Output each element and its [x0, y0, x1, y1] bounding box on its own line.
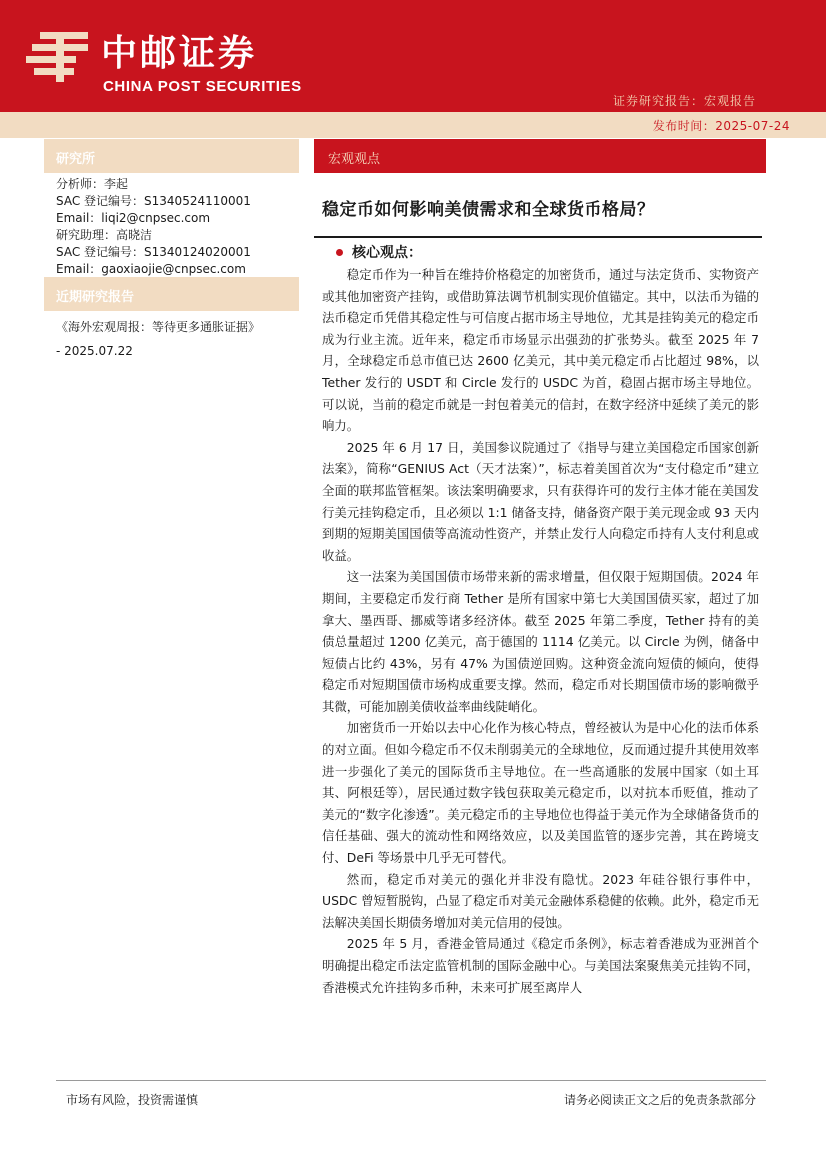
paragraph: 然而，稳定币对美元的强化并非没有隐忧。2023 年硅谷银行事件中，USDC 曾短暂脱钩，凸显了稳定币对美元金融体系稳健的依赖。此外，稳定币无法解决美国长期债务增加对美元信用的侵蚀。: [322, 871, 759, 930]
assistant-email[interactable]: Email：gaoxiaojie@cnpsec.com: [56, 262, 246, 276]
core-viewpoint-label: 核心观点：: [352, 245, 422, 261]
topic-label: 宏观观点: [328, 152, 381, 167]
paragraph: 2025 年 6 月 17 日，美国参议院通过了《指导与建立美国稳定币国家创新法案》，简称“GENIUS Act（天才法案）”，标志着美国首次为“支付稳定币”建立全面的联邦监管框架。该法案明确要求，只有获得许可的发行主体才能在美国发行美元挂钩稳定币，且必须以 1:1 储备支持，储备资产限于美元现金或 93 天内到期的短期美国国债等高流动性资产，并禁止发行人向稳定币持有人支付利息或收益。: [322, 439, 759, 563]
paragraph: 2025 年 5 月，香港金管局通过《稳定币条例》，标志着香港成为亚洲首个明确提出稳定币法定监管机制的国际金融中心。与美国法案聚焦美元挂钩不同，香港模式允许挂钩多币种，未来可扩展至离岸人: [322, 936, 759, 995]
paragraph: 加密货币一开始以去中心化作为核心特点，曾经被认为是中心化的法币体系的对立面。但如今稳定币不仅未削弱美元的全球地位，反而通过提升其使用效率进一步强化了美元的国际货币主导地位。在一些高通胀的发展中国家（如土耳其、阿根廷等），居民通过数字钱包获取美元稳定币，以对抗本币贬值，推动了美元的“数字化渗透”。美元稳定币的主导地位也得益于美元作为全球储备货币的信任基础、强大的流动性和网络效应，以及美国监管的逐步完善，其在跨境支付、DeFi 等场景中几乎无可替代。: [322, 720, 759, 866]
analyst-email[interactable]: Email：liqi2@cnpsec.com: [56, 211, 211, 225]
analyst-sac-number: SAC 登记编号：S1340524110001: [56, 194, 251, 208]
institute-label: 研究所: [56, 152, 96, 167]
brand-name-cn: 中邮证券: [101, 33, 258, 74]
recent-report-title[interactable]: 《海外宏观周报：等待更多通胀证据》: [56, 320, 261, 334]
recent-reports-bar: [44, 277, 299, 311]
assistant-sac-number: SAC 登记编号：S1340124020001: [56, 245, 251, 259]
footer-divider: [56, 1080, 766, 1081]
recent-report-item[interactable]: [56, 318, 301, 360]
recent-reports-label: 近期研究报告: [56, 290, 135, 305]
china-post-emblem-icon: [26, 30, 92, 82]
institute-bar: [44, 139, 299, 173]
brand-name-en: CHINA POST SECURITIES: [103, 78, 302, 95]
report-body: [322, 264, 759, 998]
paragraph: 这一法案为美国国债市场带来新的需求增量，但仅限于短期国债。2024 年期间，主要稳定币发行商 Tether 是所有国家中第七大美国国债买家，超过了加拿大、墨西哥、挪威等诸多经济体。截至 2025 年第二季度，Tether 持有的美债总量超过 1200 亿美元，高于德国的 1114 亿美元。以 Circle 为例，储备中短债占比约 43%，另有 47% 为国债逆回购。这种资金流向短债的倾向，使得稳定币对短期国债市场构成重要支撑。然而，稳定币对长期国债市场的影响微乎其微，可能加剧美债收益率曲线陡峭化。: [322, 569, 759, 714]
paragraph: 稳定币作为一种旨在维持价格稳定的加密货币，通过与法定货币、实物资产或其他加密资产挂钩，或借助算法调节机制实现价值锚定。其中，以法币为锚的法币稳定币凭借其稳定性与可信度占据市场主导地位，尤其是挂钩美元的稳定币成为行业主流。近年来，稳定币市场显示出强劲的扩张势头。截至 2025 年 7 月，全球稳定币总市值已达 2600 亿美元，其中美元稳定币占比超过 98%，以 Tether 发行的 USDT 和 Circle 发行的 USDC 为首，稳固占据市场主导地位。可以说，当前的稳定币就是一封包着美元的信封，在数字经济中延续了美元的影响力。: [322, 267, 759, 434]
report-title: 稳定币如何影响美债需求和全球货币格局？: [322, 200, 655, 220]
bullet-icon: [336, 249, 343, 256]
publish-date: 发布时间：2025-07-24: [652, 119, 790, 133]
topic-bar: [314, 139, 766, 173]
analyst-name: 分析师：李起: [56, 177, 129, 191]
recent-report-date: - 2025.07.22: [56, 344, 133, 358]
title-divider: [314, 236, 762, 238]
report-type: 证券研究报告：宏观报告: [612, 94, 756, 108]
analyst-info: [56, 176, 251, 278]
risk-warning: 市场有风险，投资需谨慎: [66, 1093, 199, 1107]
assistant-name: 研究助理：高晓洁: [56, 228, 153, 242]
disclaimer-note: 请务必阅读正文之后的免责条款部分: [563, 1093, 756, 1107]
report-header: [0, 0, 826, 112]
